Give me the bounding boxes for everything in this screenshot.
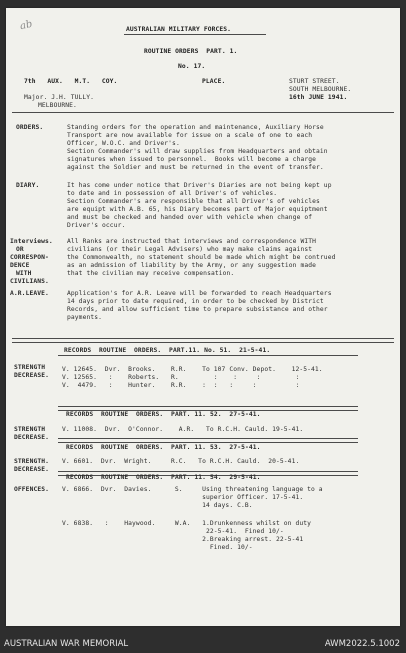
address-line-2: SOUTH MELBOURNE.: [289, 86, 352, 93]
records-heading-rule: [58, 438, 358, 443]
orders-number: No. 17.: [178, 63, 206, 70]
org-title: AUSTRALIAN MILITARY FORCES.: [126, 26, 232, 33]
section-text-line: Transport are now available for issue on a scale of one to each: [67, 132, 313, 139]
section-text-line: against the Soldier and must be returned in the event of transfer.: [67, 164, 324, 171]
officer-location: MELBOURNE.: [38, 102, 77, 109]
section-text-line: are equipt with A.B. 65, his Diary becomes part of Major equiptment: [67, 206, 328, 213]
decrease-label: DECREASE.: [14, 372, 50, 379]
records-heading-underline: [58, 355, 358, 356]
section-label-ar-leave: A.R.LEAVE.: [10, 290, 49, 297]
offence-row: 2.Breaking arrest. 22-5-41: [62, 536, 304, 543]
section-label-interviews: Interviews.: [10, 238, 53, 245]
offence-row: V. 6866. Dvr. Davies. S. Using threatening language to a: [62, 486, 323, 493]
record-row: V. 12565. : Roberts. R. : : : :: [62, 374, 300, 381]
section-text-line: to date and in possession of all Driver's of vehicles.: [67, 190, 278, 197]
archive-footer: [0, 636, 406, 653]
record-row: V. 12645. Dvr. Brooks. R.R. To 107 Conv. Depot. 12-5-41.: [62, 366, 323, 373]
strength-label: STRENGTH.: [14, 458, 50, 465]
section-text-line: and must be checked and handed over with vehicle when change of: [67, 214, 313, 221]
decrease-label: DECREASE.: [14, 466, 50, 473]
archive-reference: AWM2022.5.1002: [324, 639, 400, 649]
officer-name: Major. J.H. TULLY.: [24, 94, 95, 101]
section-text-line: civilians (or their Legal Advisers) who may make claims against: [67, 246, 313, 253]
strength-label: STRENGTH: [14, 426, 46, 433]
section-text-line: It has come under notice that Driver's Diaries are not being kept up: [67, 182, 332, 189]
record-row: V. 6601. Dvr. Wright. R.C. To R.C.H. Cauld. 20-5-41.: [62, 458, 300, 465]
section-label-interviews: DENCE: [10, 262, 30, 269]
section-label-interviews: OR: [16, 246, 24, 253]
section-label-diary: DIARY.: [16, 182, 40, 189]
part2-divider: [12, 338, 394, 343]
offences-label: OFFENCES.: [14, 486, 50, 493]
records-heading: RECORDS ROUTINE ORDERS. PART. 11. 54. 29-5-41.: [66, 474, 261, 481]
section-text-line: Driver's occur.: [67, 222, 126, 229]
section-text-line: the Commonwealth, no statement should be made which might be contrued: [67, 254, 336, 261]
section-text-line: Section Commander's will draw supplies from Headquarters and obtain: [67, 148, 328, 155]
section-text-line: as an admission of liability by the Army, or any suggestion made: [67, 262, 317, 269]
place-label: PLACE.: [202, 78, 226, 85]
section-text-line: 14 days prior to date required, in order to be checked by District: [67, 298, 324, 305]
section-label-interviews: CIVILIANS.: [10, 278, 49, 285]
section-text-line: Records, and allow sufficient time to prepare subsistance and other: [67, 306, 328, 313]
offence-row: 22-5-41. Fined 10/-: [62, 528, 284, 535]
section-label-interviews: WITH: [16, 270, 32, 277]
section-label-interviews: CORRESPON-: [10, 254, 49, 261]
strength-label: STRENGTH: [14, 364, 46, 371]
section-text-line: Application's for A.R. Leave will be forwarded to reach Headquarters: [67, 290, 332, 297]
record-row: V. 4479. : Hunter. R.R. : : : : :: [62, 382, 300, 389]
section-text-line: that the civilian may receive compensation.: [67, 270, 235, 277]
record-row: V. 11008. Dvr. O'Connor. A.R. To R.C.H. Cauld. 19-5-41.: [62, 426, 304, 433]
document-page: [6, 8, 400, 626]
section-text-line: payments.: [67, 314, 103, 321]
offence-row: Fined. 10/-: [62, 544, 253, 551]
offence-row: 14 days. C.B.: [62, 502, 253, 509]
section-text-line: Standing orders for the operation and maintenance, Auxiliary Horse: [67, 124, 324, 131]
offence-row: V. 6838. : Haywood. W.A. 1.Drunkenness whilst on duty: [62, 520, 312, 527]
records-heading: RECORDS ROUTINE ORDERS. PART. 11. 52. 27-5-41.: [66, 411, 261, 418]
records-heading: RECORDS ROUTINE ORDERS. PART.11. No. 51. 21-5-41.: [64, 347, 271, 354]
offence-row: superior Officer. 17-5-41.: [62, 494, 304, 501]
records-heading: RECORDS ROUTINE ORDERS. PART. 11. 53. 27-5-41.: [66, 444, 261, 451]
section-text-line: Officer, W.O.C. and Driver's.: [67, 140, 180, 147]
header-divider: [12, 112, 394, 113]
orders-date: 16th JUNE 1941.: [289, 94, 348, 101]
org-title-underline: [124, 34, 266, 35]
archive-name: AUSTRALIAN WAR MEMORIAL: [4, 639, 129, 649]
orders-title: ROUTINE ORDERS PART. 1.: [144, 48, 238, 55]
section-text-line: All Ranks are instructed that interviews and correspondence WITH: [67, 238, 317, 245]
section-text-line: signatures when issued to personnel. Books will become a charge: [67, 156, 317, 163]
decrease-label: DECREASE.: [14, 434, 50, 441]
pencil-annotation: ab: [18, 18, 34, 33]
section-label-orders: ORDERS.: [16, 124, 44, 131]
section-text-line: Section Commander's are responsible that all Driver's of vehicles: [67, 198, 320, 205]
unit-name: 7th AUX. M.T. COY.: [24, 78, 118, 85]
address-line-1: STURT STREET.: [289, 78, 340, 85]
